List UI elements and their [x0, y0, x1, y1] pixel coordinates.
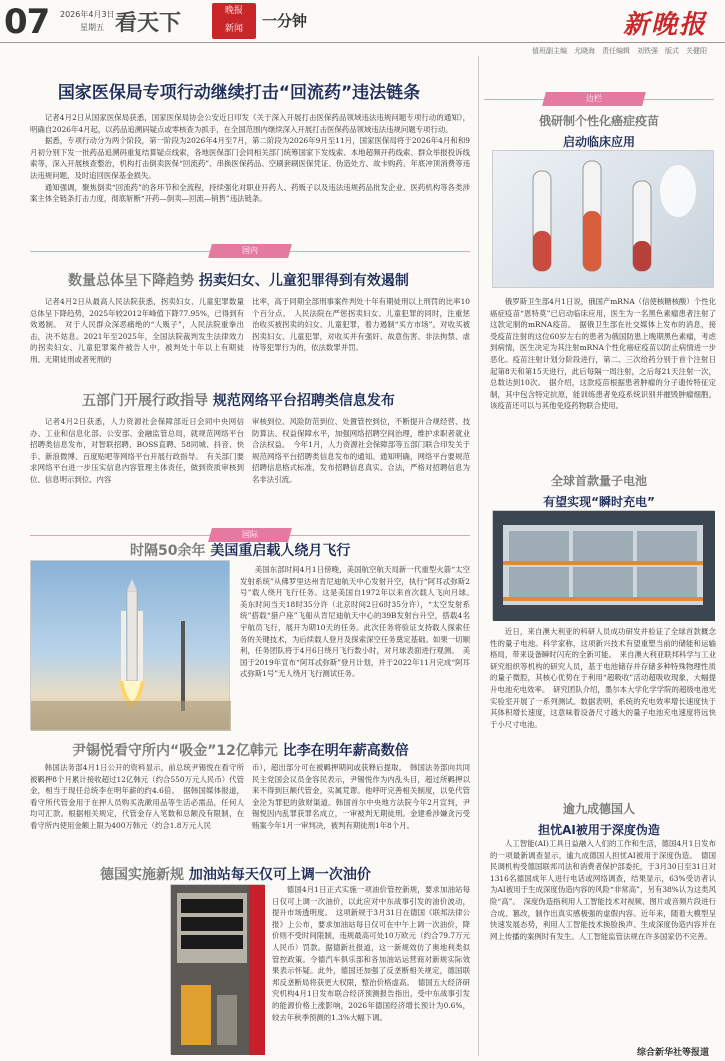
newspaper-logo: 新晚报: [622, 10, 707, 40]
headline-main: 有望实现“瞬时充电”: [543, 495, 655, 509]
page-number: 07: [4, 2, 50, 42]
headline-lead: 五部门开展行政指导: [82, 393, 208, 409]
article-trafficking-col2: 比率，高于同期全部刑事案件判处十年有期徒刑以上刑罚的比率10个百分点。 人民法院在严惩拐卖妇女、儿童犯罪的同时，注重惩治收买被拐卖的妇女、儿童犯罪，着力遏制“买方市场”。对收买被拐卖妇女、儿童犯罪，对收买并有强奸、故意伤害、非法拘禁、虐待等犯罪行为的，依法数罪并罚。: [252, 297, 470, 353]
headline-lead: 德国实施新规: [100, 867, 184, 883]
headline-germany-fuel: [100, 864, 371, 884]
tag-label: 国内: [242, 246, 258, 255]
seal-line-2: 新闻: [224, 24, 243, 35]
issue-weekday: 星期五: [80, 23, 104, 32]
article-artemis: 美国东部时间4月1日傍晚，美国航空航天局新一代重型火箭“太空发射系统”从佛罗里达州肯尼迪航天中心发射升空，执行“阿耳忒弥斯2号”载人绕月飞行任务。这是美国自1972年以来首次载人飞向月球。 美东时间当天18时35分许（北京时间2日6时35分许），“太空发射系统”搭载“猎户座”飞船从肯尼迪航天中心的39B发射台升空，搭载4名宇航员飞行，展开为期10天的任务。此次任务将验证支持载人探索任务的关键技术，为后续载人登月及探索深空任务奠定基础。如果一切顺利，任务团队将于4月6日绕月飞行数小时，对月球表面进行观测。 美国于2019年宣布“阿耳忒弥斯”登月计划，并于2022年11月完成“阿耳忒弥斯1号”无人绕月飞行测试任务。: [240, 565, 478, 679]
issue-date: 2026年4月3日: [60, 10, 115, 19]
top-rule: [0, 42, 725, 43]
article-yoon-col1: 韩国法务部4月1日公开的资料显示，前总统尹锡悦在看守所被羁押8个月累计接收超过12亿韩元（约合550万元人民币）代管金，相当于现任总统李在明年薪的约4.6倍。 据韩国媒体报道，看守所代管金用于在押人员购买洗漱用品等生活必需品，任何人均可汇款。根据相关规定，代管金存入笔数和总额没有限制，在看守所内使用金额上限为400万韩元（约合1.8万元人民: [30, 763, 244, 830]
headline-lead: 逾九成德国人: [562, 802, 635, 816]
fuel-station-photo: [170, 884, 264, 1054]
battery-pack-illustration: [493, 511, 715, 621]
headline-main: 担忧AI被用于深度伪造: [538, 823, 660, 837]
paragraph: 记者4月2日从国家医保局获悉，国家医保局协会公安近日印发《关于深入开展打击医保药品领域违法违规问题专项行动的通知》，明确自2026年4月起，以药品追溯码疑点或零核查为抓手，在全国范围内继续深入开展打击医保药品领域违法违规问题专项行动。: [30, 113, 470, 134]
section-title: 看天下: [115, 11, 182, 36]
headline-artemis: [130, 540, 350, 560]
section-tag-sidebar: [484, 92, 714, 106]
rocket-illustration: [31, 561, 231, 731]
column-divider: [478, 56, 479, 1056]
headline-main: 美国重启载人绕月飞行: [210, 543, 351, 559]
column-title: 一分钟: [262, 12, 308, 30]
test-tubes-illustration: [493, 151, 715, 289]
headline-main: 比李在明年薪高数倍: [282, 743, 409, 759]
section-tag-domestic: [30, 244, 470, 258]
article-germany-fuel: 德国4月1日正式实施一项油价管控新规，要求加油站每日仅可上调一次油价，以此应对中东战事引发的油价波动，提升市场透明度。 这项新规于3月31日在德国《联邦法律公报》上公布，要求加油站每日仅可在中午上调一次油价，降价则不受时间限制，违规最高可处10万欧元（约合79.7万元人民币）罚款。据德新社报道，这一新规效仿了奥地利类似管控政策。令德汽车俱乐部和各加油站运营商对新规实际效果表示怀疑。此外，德国还加强了反垄断相关规定，德国联邦反垄断局将获更大权限，整治价格虚高。 德国五大经济研究机构4月1日发布联合经济预测报告指出，受中东战事引发的能源价格上涨影响，2026年德国经济增长预计为0.6%，较去年秋季预测的1.3%大幅下调。: [272, 885, 470, 1022]
vaccine-photo: [492, 150, 714, 288]
seal-line-1: 晚报: [224, 6, 243, 17]
headline-trafficking: [68, 270, 409, 290]
tag-label: 边栏: [586, 94, 602, 103]
headline-yoon: [72, 740, 409, 760]
article-medical-insurance: [30, 112, 470, 230]
footer-source: 综合新华社等报道: [636, 1048, 709, 1058]
rocket-launch-photo: [30, 560, 230, 730]
tag-label: 国际: [242, 530, 258, 539]
masthead: [0, 0, 725, 44]
headline-lead: 数量总体呈下降趋势: [68, 273, 194, 289]
article-recruitment-col2: 审核到位、风险防范到位、处置管控到位，不断提升合规经营、技防算法、权益保障水平，加强网络招聘空间治理，维护求职者就业合法权益。 今年1月，人力资源社会保障部等五部门联合印发关于规范网络平台招聘类信息发布的通知。通知明确，网络平台要规范招聘信息格式标准，发布招聘信息真实、合法，严格对招聘信息为名非法引流。: [252, 417, 470, 484]
headline-main: 规范网络平台招聘类信息发布: [212, 393, 395, 409]
staff-credits: 值班副主编 尤晓海 责任编辑 刘铁强 版式 关健阳: [532, 47, 707, 55]
headline-cancer-vaccine: [484, 112, 714, 150]
section-seal: [212, 3, 256, 39]
quantum-battery-photo: [492, 510, 714, 620]
headline-recruitment: [82, 390, 395, 410]
article-trafficking-col1: 记者4月2日从最高人民法院获悉，拐卖妇女、儿童犯罪数量总体呈下降趋势，2025年较2012年峰值下降77.95%，已得到有效遏制。 对于人民群众深恶痛绝的“人贩子”，人民法院重拳出击，决不姑息。2021年至2025年，全国法院裁判发生法律效力的拐卖妇女、儿童犯罪案件被告人中，被判处十年以上有期徒刑、无期徒刑或者死刑的: [30, 297, 244, 364]
paragraph: 据悉，专项行动分为两个阶段，第一阶段为2026年4月至7月，第二阶段为2026年9月至11月，国家医保局将于2026年4月和和9月初分别下发一批药品追溯码重复结算疑点线索，各地医保部门会同相关部门统筹国家下发线索、本地超频开药线索、群众举报投诉线索等，深入开展核查整治，机构打击倒卖医保“回流药”、串换医保药品、空刷套刷医保凭证、伪造处方、故卡购药、年底冲顶消费等违法违规问题，及时追回医保基金损失。: [30, 136, 470, 180]
article-cancer-vaccine: 俄罗斯卫生部4月1日说，俄国产mRNA（信使核糖核酸）个性化癌症疫苗“恩特莫”已启动临床应用，医生为一名黑色素瘤患者注射了这款定制的mRNA疫苗。 据俄卫生部在社交媒体上发布的消息，接受疫苗注射的这位60岁左右的患者为俄国防患上晚期黑色素瘤，考虑到病情，医生决定为其注射mRNA个性化癌症疫苗以防止病情进一步恶化。疫苗注射计划分阶段进行，第二、三次给药分别于首个注射日起第8天和第15天进行，此后每隔一周注射，之后每21天注射一次，总数达到10次。 据介绍，这款疫苗根据患者肿瘤的分子遗传特征定制，其中包含特定抗原，能训练患者免疫系统识别并摧毁肿瘤细胞。该疫苗还可以与其他免疫药物联合使用。: [490, 297, 716, 411]
article-deepfake: 人工智能(AI)工具日益融入人们的工作和生活，德国4月1日发布的一项最新调查显示，逾九成德国人担忧AI被用于深度伪造。 德国民调机构受德国联邦司法和消费者保护部委托，于3月30日至31日对1316名德国成年人进行电话或网络调查，结果显示，63%受访者认为AI被用于生成深度伪造内容的风险“非常高”，另有38%认为这类风险“高”。 深度伪造指利用人工智能技术对视频、图片或音频片段进行合成、篡改，制作出真实感极强的虚假内容。近年来，随着大模型呈快速发展态势，利用人工智能技术换脸换声、生成深度伪造内容并在网上传播的案例时有发生。人工智能监管法规在许多国家仍不完善。: [490, 839, 716, 941]
headline-lead: 时隔50余年: [130, 543, 206, 559]
paragraph: 通知强调，聚焦倒卖“回流药”的各环节和全流程，持续强化对职业开药人、药贩子以及违法违规药品批发企业、医药机构等各类涉案主体全链条打击力度，彻底斩断“开药—倒卖—回流—销售”违法链条。: [30, 182, 470, 204]
article-recruitment-col1: 记者4月2日获悉，人力资源社会保障部近日会同中央网信办、工业和信息化部、公安部、金融监管总局，就规范网络平台招聘类信息发布，对智联招聘、BOSS直聘、58同城、抖音、快手、新浪微博、百度贴吧等网络平台开展行政指导。 有关部门要求网络平台进一步压实信息内容管理主体责任，做到资质审核到位、信息明示到位、内容: [30, 417, 244, 484]
article-quantum-battery: 近日，来自澳大利亚的科研人员成功研发并验证了全球首款概念性的量子电池。科学家称，这项新兴技术有望重塑当前的储能和运输格局，带来设备瞬时闪充的全新可能。 来自澳大利亚联邦科学与工业研究组织等机构的研究人员，基于电池储存并存储多种特殊物理性质的量子微腔，其核心优势在于利用“超吸收”活动超吸收现象，大幅提升电池充电效率。 研究团队介绍，墨尔本大学化学学院的超级电池光实验室开展了一系列测试。数据表明，系统的充电效率增长速度快于其体积增长速度，这意味着设备尺寸越大的量子电池充电速度将远快于小尺寸电池。: [490, 627, 716, 729]
headline-main: 启动临床应用: [562, 135, 635, 149]
headline-main: 加油站每天仅可上调一次油价: [188, 867, 371, 883]
headline-deepfake: [484, 800, 714, 838]
headline-main: 拐卖妇女、儿童犯罪得到有效遏制: [198, 273, 409, 289]
headline-lead: 全球首款量子电池: [550, 474, 647, 488]
headline-quantum-battery: [484, 472, 714, 510]
headline-medical-insurance: 国家医保局专项行动继续打击“回流药”违法链条: [57, 83, 421, 103]
headline-lead: 尹锡悦看守所内“吸金”12亿韩元: [72, 743, 278, 759]
article-yoon-col2: 币），超出部分可在被羁押期间或获释后提取。 韩国法务部向共同民主党国会议员金容民表示，尹锡悦作为内乱头目，超过所羁押以来不得到巨额代管金，实属荒谬。他呼吁完善相关制度，以免代管金沦为罪犯的敛财渠道。韩国首尔中央地方法院今年2月宣判，尹锡悦因内乱罪获罪名成立，一审被判无期徒刑。金建希涉嫌贪污受贿案今年1月一审判决，被判有期徒刑1年8个月。: [252, 763, 470, 830]
fuel-price-board: [171, 885, 265, 1055]
headline-lead: 俄研制个性化癌症疫苗: [538, 114, 659, 128]
